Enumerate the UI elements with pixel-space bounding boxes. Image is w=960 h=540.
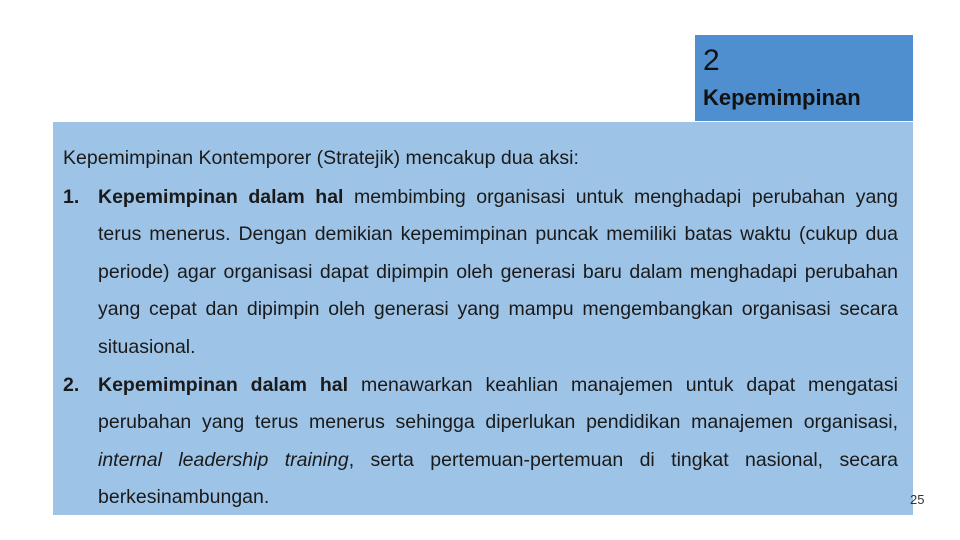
page-number: 25	[910, 492, 925, 507]
list-item-text: menawarkan keahlian manajemen untuk dapat mengatasi perubahan yang terus menerus sehingga diperlukan pendidikan manajemen organisasi,	[98, 373, 898, 434]
slide-title: Kepemimpinan	[703, 85, 861, 110]
list-item	[63, 367, 901, 517]
list-item-body	[98, 179, 898, 367]
slide-number-heading: 2	[703, 44, 720, 77]
list-item-body	[98, 367, 898, 517]
list-item-number: 2.	[63, 373, 80, 396]
list-item-bold-lead: Kepemimpinan dalam hal	[98, 185, 344, 208]
list-item-text: membimbing organisasi untuk menghadapi perubahan yang terus menerus. Dengan demikian kepemimpinan puncak memiliki batas waktu (cukup dua periode) agar organisasi dapat dipimpin oleh generasi baru dalam menghadapi perubahan yang cepat dan dipimpin oleh generasi yang mampu mengembangkan organisasi secara situasional.	[98, 185, 898, 358]
list-item-text-end: , serta pertemuan-pertemuan di tingkat nasional, secara berkesinambungan.	[98, 448, 898, 509]
list-item-bold-lead: Kepemimpinan dalam hal	[98, 373, 349, 396]
list-item-number: 1.	[63, 185, 80, 208]
content-panel	[53, 122, 913, 515]
intro-text: Kepemimpinan Kontemporer (Stratejik) mencakup dua aksi:	[63, 147, 579, 169]
list-item	[63, 179, 901, 367]
list-item-italic-term: internal leadership training	[98, 448, 349, 471]
slide-title-box	[695, 35, 913, 121]
